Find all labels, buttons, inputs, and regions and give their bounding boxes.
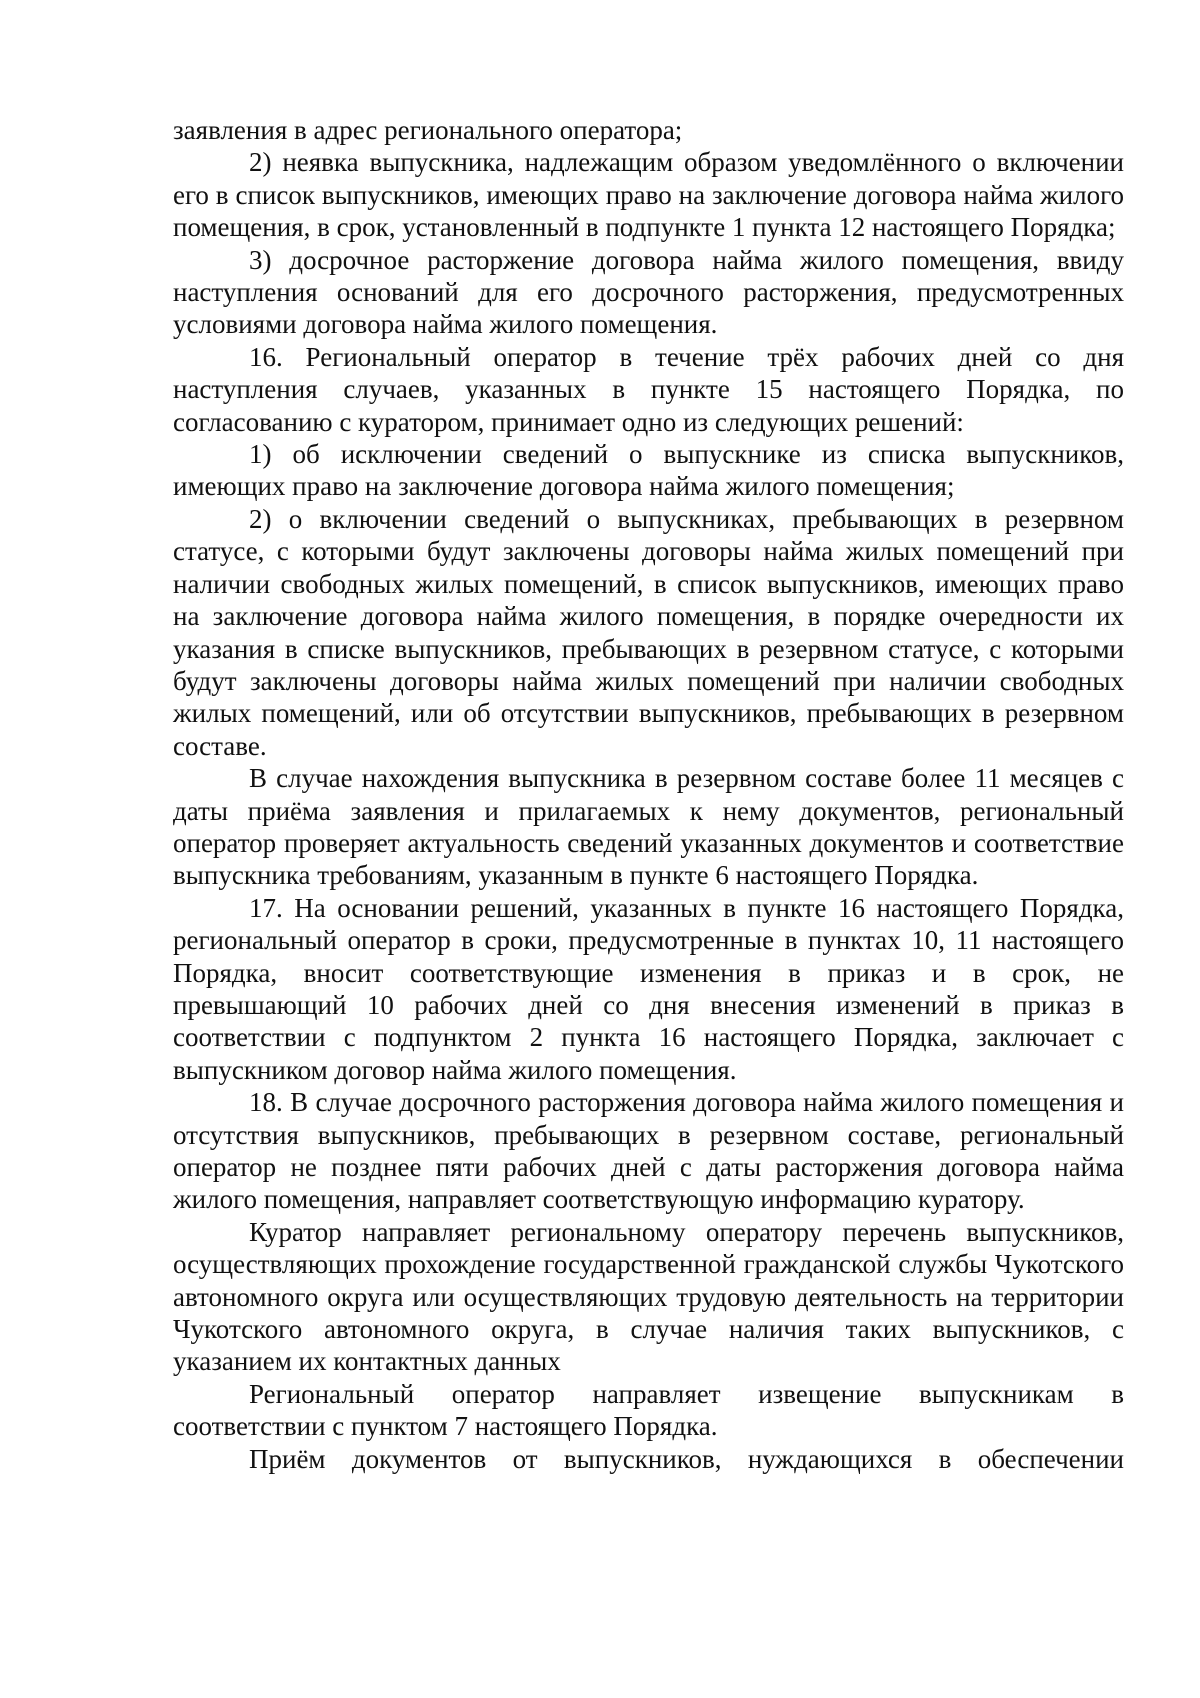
paragraph-subitem-2: 2) неявка выпускника, надлежащим образом уведомлённого о включении его в список выпускников, имеющих право на заключение договора найма жилого помещения, в срок, установленный в подпункте 1 пункта 12 настоящего Порядка;: [173, 147, 1124, 243]
paragraph-curator: Куратор направляет региональному оператору перечень выпускников, осуществляющих прохождение государственной гражданской службы Чукотского автономного округа или осуществляющих трудовую деятельность на территории Чукотского автономного округа, в случае наличия таких выпускников, с указанием их контактных данных: [173, 1216, 1124, 1377]
paragraph-subitem-16-1: 1) об исключении сведений о выпускнике из списка выпускников, имеющих право на заключение договора найма жилого помещения;: [173, 439, 1124, 502]
paragraph-subitem-3: 3) досрочное расторжение договора найма жилого помещения, ввиду наступления оснований для его досрочного расторжения, предусмотренных условиями договора найма жилого помещения.: [173, 244, 1124, 340]
paragraph-reserve-case: В случае нахождения выпускника в резервном составе более 11 месяцев с даты приёма заявления и прилагаемых к нему документов, региональный оператор проверяет актуальность сведений указанных документов и соответствие выпускника требованиям, указанным в пункте 6 настоящего Порядка.: [173, 763, 1124, 891]
paragraph-item-17: 17. На основании решений, указанных в пункте 16 настоящего Порядка, региональный оператор в сроки, предусмотренные в пунктах 10, 11 настоящего Порядка, вносит соответствующие изменения в приказ и в срок, не превышающий 10 рабочих дней со дня внесения изменений в приказ в соответствии с подпунктом 2 пункта 16 настоящего Порядка, заключает с выпускником договор найма жилого помещения.: [173, 892, 1124, 1085]
paragraph-item-18: 18. В случае досрочного расторжения договора найма жилого помещения и отсутствия выпускников, пребывающих в резервном составе, региональный оператор не позднее пяти рабочих дней с даты расторжения договора найма жилого помещения, направляет соответствующую информацию куратору.: [173, 1087, 1124, 1215]
paragraph-document-intake: Приём документов от выпускников, нуждающихся в обеспечении: [249, 1443, 1124, 1474]
document-page: [173, 114, 1124, 1475]
paragraph-continuation: заявления в адрес регионального оператора;: [173, 115, 683, 145]
paragraph-item-16: 16. Региональный оператор в течение трёх рабочих дней со дня наступления случаев, указанных в пункте 15 настоящего Порядка, по согласованию с куратором, принимает одно из следующих решений:: [173, 341, 1124, 437]
paragraph-subitem-16-2: 2) о включении сведений о выпускниках, пребывающих в резервном статусе, с которыми будут заключены договоры найма жилых помещений при наличии свободных жилых помещений, в список выпускников, имеющих право на заключение договора найма жилого помещения, в порядке очередности их указания в списке выпускников, пребывающих в резервном статусе, с которыми будут заключены договоры найма жилых помещений при наличии свободных жилых помещений, или об отсутствии выпускников, пребывающих в резервном составе.: [173, 503, 1124, 761]
paragraph-notice: Региональный оператор направляет извещение выпускникам в соответствии с пунктом 7 настоящего Порядка.: [173, 1378, 1124, 1442]
